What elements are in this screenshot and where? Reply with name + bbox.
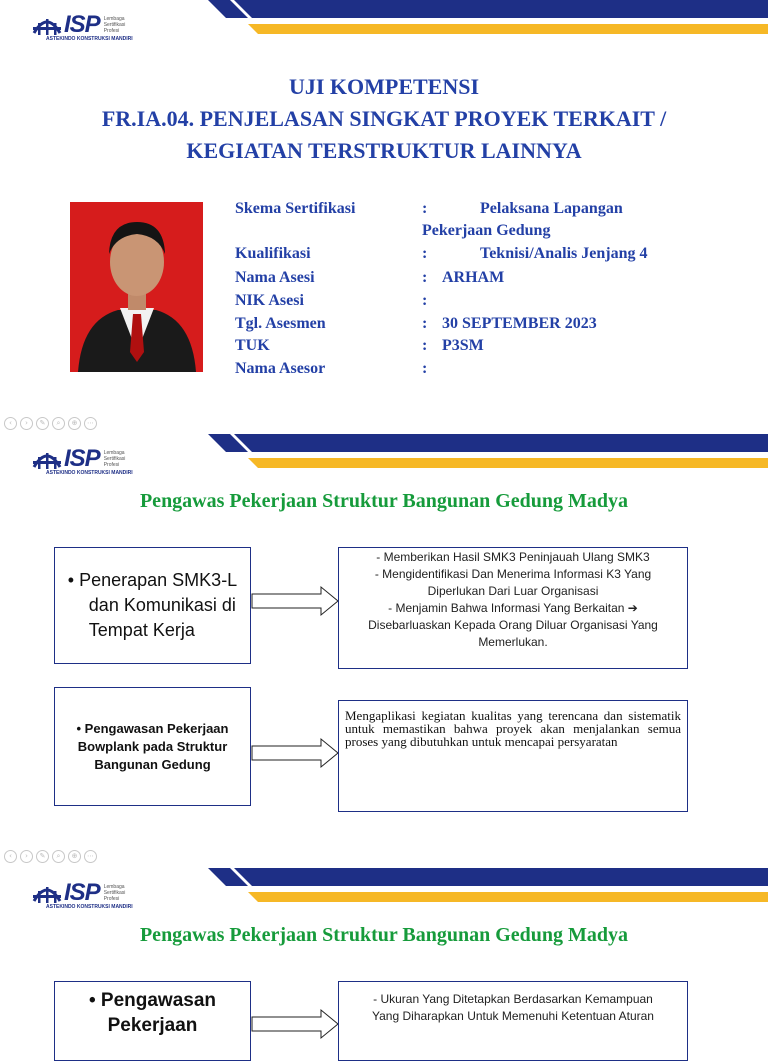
detail-box-ukuran [338, 981, 688, 1061]
detail-line: Disebarluaskan Kepada Orang Diluar Organisasi Yang [368, 618, 658, 632]
field-colon: : [422, 337, 428, 354]
topic-line: Bangunan Gedung [94, 756, 211, 772]
topic-box-bowplank [54, 687, 251, 806]
header-decoration [208, 434, 768, 474]
bridge-logo-icon [32, 881, 62, 905]
back-icon[interactable]: ‹ [4, 850, 17, 863]
more-icon[interactable]: ⋯ [84, 417, 97, 430]
logo-wordmark: ISP [64, 445, 100, 472]
detail-line: Yang Diharapkan Untuk Memenuhi Ketentuan Aturan [372, 1009, 654, 1023]
slide-content-2 [0, 868, 768, 1036]
page-title-line: FR.IA.04. PENJELASAN SINGKAT PROYEK TERKAIT / [101, 106, 667, 131]
bridge-logo-icon [32, 447, 62, 471]
logo-side-line: Lembaga [103, 450, 125, 456]
logo-side-text [104, 16, 130, 34]
topic-line: Pekerjaan [107, 1015, 198, 1036]
topic-line: • Pengawasan [88, 990, 217, 1011]
zoom-icon[interactable]: ⊕ [68, 850, 81, 863]
slide-toolbar [4, 850, 97, 863]
detail-paragraph: Mengaplikasi kegiatan kualitas yang terencana dan sistematik untuk memastikan bahwa proyek akan menjalankan semua proses yang dibutuhkan untuk mencapai persyaratan [345, 708, 681, 749]
arrow-right-icon [251, 586, 339, 616]
field-value-skema: Pelaksana Lapangan [480, 200, 623, 217]
logo-subtitle: ASTEKINDO KONSTRUKSI MANDIRI [46, 470, 133, 476]
topic-box-smk3 [54, 547, 251, 664]
logo-side-line: Profesi [103, 896, 120, 902]
logo-subtitle: ASTEKINDO KONSTRUKSI MANDIRI [46, 36, 133, 42]
field-label-skema: Skema Sertifikasi [235, 200, 356, 217]
field-colon: : [422, 269, 428, 286]
field-colon: : [422, 292, 428, 309]
arrow-right-icon [251, 1009, 339, 1039]
arrow-right-icon [251, 738, 339, 768]
logo-wordmark: ISP [64, 11, 100, 38]
detail-box-bowplank [338, 700, 688, 812]
page-title-line: UJI KOMPETENSI [288, 74, 480, 99]
topic-line: Bowplank pada Struktur [77, 738, 228, 754]
field-colon: : [422, 315, 428, 332]
field-value-skema-cont: Pekerjaan Gedung [422, 222, 551, 239]
topic-line: dan Komunikasi di [88, 595, 236, 615]
person-portrait-icon [70, 202, 203, 372]
logo-side-line: Sertifikasi [103, 456, 126, 462]
detail-line: - Mengidentifikasi Dan Menerima Informasi K3 Yang [374, 567, 652, 581]
forward-icon[interactable]: › [20, 417, 33, 430]
field-label-asesor: Nama Asesor [235, 360, 326, 377]
logo-side-line: Profesi [103, 462, 120, 468]
field-label-kualifikasi: Kualifikasi [235, 245, 311, 262]
field-label-nik: NIK Asesi [235, 292, 304, 309]
field-colon: : [422, 245, 428, 262]
forward-icon[interactable]: › [20, 850, 33, 863]
logo-side-text [104, 884, 130, 902]
logo-wordmark: ISP [64, 879, 100, 906]
field-value-kualifikasi: Teknisi/Analis Jenjang 4 [480, 245, 648, 262]
detail-line: - Menjamin Bahwa Informasi Yang Berkaitan ➔ [388, 601, 638, 615]
search-icon[interactable]: ⌕ [52, 417, 65, 430]
topic-box-pengawasan [54, 981, 251, 1061]
pen-icon[interactable]: ✎ [36, 417, 49, 430]
logo-side-line: Lembaga [103, 884, 125, 890]
pen-icon[interactable]: ✎ [36, 850, 49, 863]
field-label-tuk: TUK [235, 337, 270, 354]
detail-box-smk3 [338, 547, 688, 669]
field-value-tgl: 30 SEPTEMBER 2023 [442, 315, 597, 332]
topic-line: Tempat Kerja [88, 620, 195, 640]
topic-line: • Pengawasan Pekerjaan [76, 720, 229, 736]
field-value-nama-asesi: ARHAM [442, 269, 505, 286]
bridge-logo-icon [32, 13, 62, 37]
header-decoration [208, 868, 768, 908]
slide-toolbar [4, 417, 97, 430]
zoom-icon[interactable]: ⊕ [68, 417, 81, 430]
asesi-photo [70, 202, 203, 372]
field-label-nama-asesi: Nama Asesi [235, 269, 315, 286]
detail-line: Memerlukan. [478, 635, 548, 649]
field-label-tgl: Tgl. Asesmen [235, 315, 326, 332]
logo-subtitle: ASTEKINDO KONSTRUKSI MANDIRI [46, 904, 133, 910]
section-heading: Pengawas Pekerjaan Struktur Bangunan Gedung Madya [139, 924, 629, 946]
logo-side-line: Sertifikasi [103, 890, 126, 896]
field-value-tuk: P3SM [442, 337, 484, 354]
logo-side-line: Lembaga [103, 16, 125, 22]
header-decoration [208, 0, 768, 40]
logo-side-text [104, 450, 130, 468]
field-colon: : [422, 360, 428, 377]
detail-line: Diperlukan Dari Luar Organisasi [427, 584, 599, 598]
detail-line: - Memberikan Hasil SMK3 Peninjauah Ulang SMK3 [376, 550, 650, 564]
detail-line: - Ukuran Yang Ditetapkan Berdasarkan Kemampuan [373, 992, 653, 1006]
search-icon[interactable]: ⌕ [52, 850, 65, 863]
logo-side-line: Profesi [103, 28, 120, 34]
field-colon: : [422, 200, 428, 217]
topic-line: • Penerapan SMK3-L [67, 570, 238, 590]
section-heading: Pengawas Pekerjaan Struktur Bangunan Gedung Madya [139, 490, 629, 512]
slide-cover [0, 0, 768, 410]
back-icon[interactable]: ‹ [4, 417, 17, 430]
page-title-line: KEGIATAN TERSTRUKTUR LAINNYA [186, 138, 582, 163]
slide-content-1 [0, 434, 768, 839]
more-icon[interactable]: ⋯ [84, 850, 97, 863]
logo-side-line: Sertifikasi [103, 22, 126, 28]
